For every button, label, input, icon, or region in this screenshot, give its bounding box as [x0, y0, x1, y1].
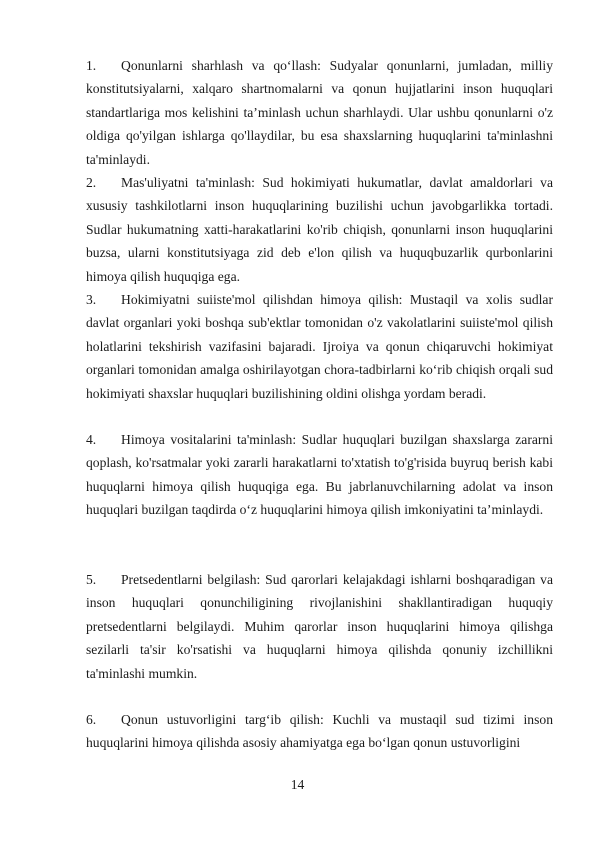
list-item-6: [86, 708, 553, 755]
list-item-2: [86, 171, 553, 288]
list-item-number: 6.: [86, 712, 97, 727]
list-item-number: 2.: [86, 175, 97, 190]
page-number: 14: [290, 777, 305, 792]
list-item-4: [86, 428, 553, 522]
list-item-text: Himoya vositalarini ta'minlash: Sudlar huquqlari buzilgan shaxslarga zararni qoplash, ko'rsatmalar yoki zararli harakatlarni to'xtatish to'g'risida buyruq berish kabi huquqlarni himoya qilish huquqiga ega. Bu jabrlanuvchilarning adolat va inson huquqlari buzilgan taqdirda o‘z huquqlarini himoya qilish imkoniyatini ta’minlaydi.: [86, 432, 553, 518]
list-item-text: Qonun ustuvorligini targ‘ib qilish: Kuchli va mustaqil sud tizimi inson huquqlarini himoya qilishda asosiy ahamiyatga ega bo‘lgan qonun ustuvorligini: [86, 712, 553, 751]
list-item-number: 1.: [86, 58, 97, 73]
list-item-1: [86, 54, 553, 171]
list-item-3: [86, 288, 553, 405]
list-item-5: [86, 568, 553, 685]
list-item-number: 5.: [86, 572, 97, 587]
list-item-text: Mas'uliyatni ta'minlash: Sud hokimiyati hukumatlar, davlat amaldorlari va xususiy tashkilotlarni inson huquqlarining buzilishi uchun javobgarlikka tortadi. Sudlar hukumatning xatti-harakatlarini ko'rib chiqish, qonunlarni inson huquqlarini buzsa, ularni konstitutsiyaga zid deb e'lon qilish va huquqbuzarlik qurbonlarini himoya qilish huquqiga ega.: [86, 175, 553, 284]
list-item-text: Hokimiyatni suiiste'mol qilishdan himoya qilish: Mustaqil va xolis sudlar davlat organlari yoki boshqa sub'ektlar tomonidan o'z vakolatlarini suiiste'mol qilish holatlarini tekshirish vazifasini bajaradi. Ijroiya va qonun chiqaruvchi hokimiyat organlari tomonidan amalga oshirilayotgan chora-tadbirlarni ko‘rib chiqish orqali sud hokimiyati shaxslar huquqlari buzilishining oldini olishga yordam beradi.: [86, 292, 553, 401]
list-item-number: 4.: [86, 432, 97, 447]
list-item-text: Pretsedentlarni belgilash: Sud qarorlari kelajakdagi ishlarni boshqaradigan va inson huquqlari qonunchiligining rivojlanishini shakllantiradigan huquqiy pretsedentlarni belgilaydi. Muhim qarorlar inson huquqlarini himoya qilishga sezilarli ta'sir ko'rsatishi va huquqlarni himoya qilishda qonuniy izchillikni ta'minlashi mumkin.: [86, 572, 553, 681]
list-item-text: Qonunlarni sharhlash va qo‘llash: Sudyalar qonunlarni, jumladan, milliy konstitutsiyalarni, xalqaro shartnomalarni va qonun hujjatlarini inson huquqlari standartlariga mos kelishini ta’minlash uchun sharhlaydi. Ular ushbu qonunlarni o'z oldiga qo'yilgan ishlarga qo'llaydilar, bu esa shaxslarning huquqlarini ta'minlashni ta'minlaydi.: [86, 58, 553, 167]
list-item-number: 3.: [86, 292, 97, 307]
